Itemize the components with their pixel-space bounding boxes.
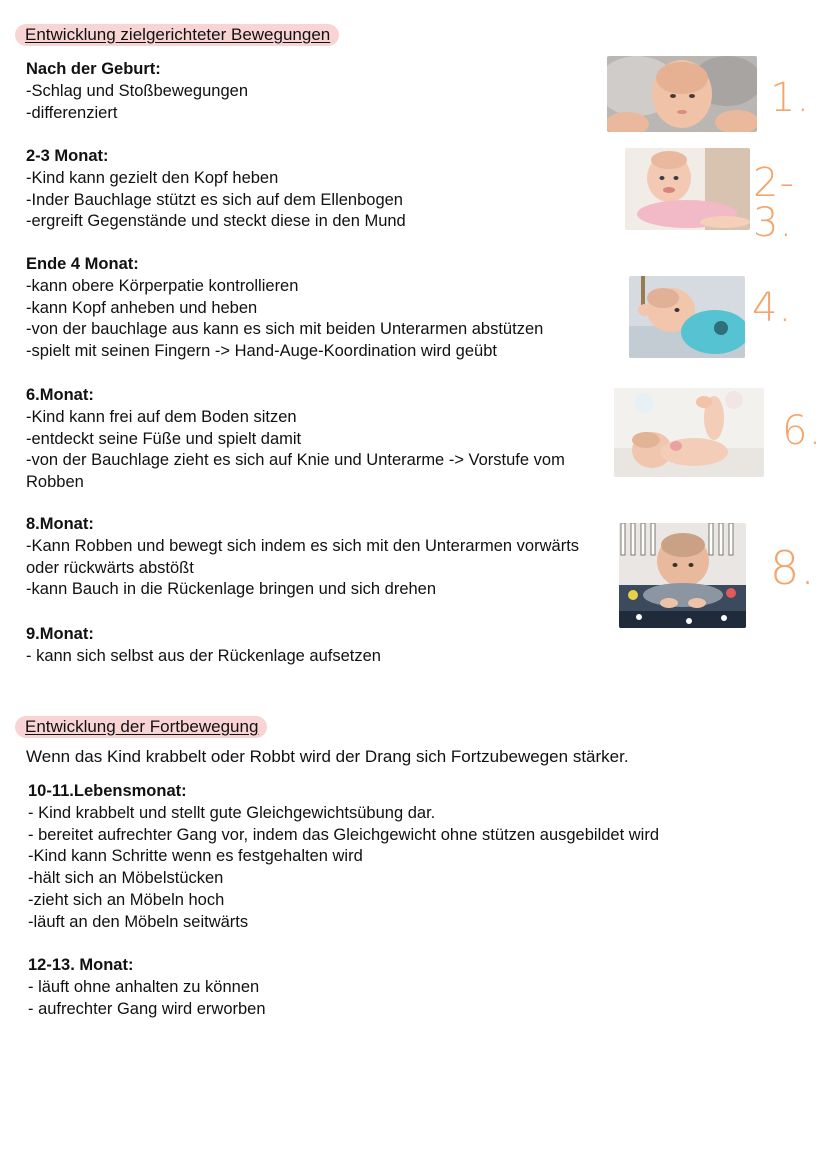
- block-title: 8.Monat:: [26, 515, 94, 533]
- list-item: -kann Bauch in die Rückenlage bringen und sich drehen: [26, 580, 437, 599]
- baby-photo-month-6: [614, 388, 764, 477]
- list-item: -von der bauchlage aus kann es sich mit beiden Unterarmen abstützen: [26, 320, 544, 339]
- block-month-8: [26, 514, 586, 601]
- list-item: -läuft an den Möbeln seitwärts: [28, 912, 249, 931]
- block-title: 6.Monat:: [26, 386, 94, 404]
- annotation-number-1: 1.: [770, 75, 811, 121]
- block-month-4: [26, 254, 616, 363]
- annotation-number-2-3: 2-3.: [753, 160, 795, 246]
- list-item: -Kind kann Schritte wenn es festgehalten wird: [28, 847, 363, 866]
- baby-photo-newborn: [607, 56, 757, 132]
- list-item: -hält sich an Möbelstücken: [28, 869, 224, 888]
- list-item: -entdeckt seine Füße und spielt damit: [26, 429, 302, 448]
- annotation-number-4: 4.: [752, 285, 793, 331]
- section-intro: Wenn das Kind krabbelt oder Robbt wird der Drang sich Fortzubewegen stärker.: [26, 747, 629, 766]
- list-item: - Kind krabbelt und stellt gute Gleichgewichtsübung dar.: [28, 803, 436, 822]
- list-item: -Kind kann gezielt den Kopf heben: [26, 168, 279, 187]
- block-title: Nach der Geburt:: [26, 60, 161, 78]
- block-title: Ende 4 Monat:: [26, 255, 139, 273]
- list-item: - läuft ohne anhalten zu können: [28, 977, 260, 996]
- baby-photo-month-4: [629, 276, 745, 358]
- list-item: - aufrechter Gang wird erworben: [28, 999, 266, 1018]
- list-item: -kann obere Körperpatie kontrollieren: [26, 276, 299, 295]
- list-item: -Schlag und Stoßbewegungen: [26, 81, 248, 100]
- list-item: -Kind kann frei auf dem Boden sitzen: [26, 407, 297, 426]
- list-item: -kann Kopf anheben und heben: [26, 298, 258, 317]
- list-item: -differenziert: [26, 103, 118, 122]
- block-month-9: [26, 624, 586, 668]
- block-title: 9.Monat:: [26, 625, 94, 643]
- annotation-number-6: 6.: [782, 408, 823, 454]
- block-title: 2-3 Monat:: [26, 147, 109, 165]
- section-heading-locomotion: Entwicklung der Fortbewegung: [15, 716, 267, 738]
- block-month-2-3: [26, 146, 606, 233]
- block-month-6: [26, 385, 596, 494]
- block-birth: [26, 59, 586, 124]
- list-item: - bereitet aufrechter Gang vor, indem das Gleichgewicht ohne stützen ausgebildet wird: [28, 825, 660, 844]
- section-heading-movements: Entwicklung zielgerichteter Bewegungen: [15, 24, 339, 46]
- block-title: 12-13. Monat:: [28, 956, 134, 974]
- baby-photo-month-2-3: [625, 148, 750, 230]
- list-item: -ergreift Gegenstände und steckt diese in den Mund: [26, 212, 406, 231]
- list-item: -Inder Bauchlage stützt es sich auf dem Ellenbogen: [26, 190, 403, 209]
- block-month-12-13: [28, 955, 628, 1020]
- block-month-10-11: [28, 781, 788, 934]
- block-title: 10-11.Lebensmonat:: [28, 782, 187, 800]
- list-item: -spielt mit seinen Fingern -> Hand-Auge-Koordination wird geübt: [26, 342, 497, 361]
- annotation-number-8: 8.: [770, 541, 816, 595]
- list-item: - kann sich selbst aus der Rückenlage aufsetzen: [26, 646, 381, 665]
- list-item: -zieht sich an Möbeln hoch: [28, 890, 225, 909]
- list-item: -von der Bauchlage zieht es sich auf Knie und Unterarme -> Vorstufe vom Robben: [26, 451, 565, 492]
- baby-photo-month-8: [619, 523, 746, 628]
- list-item: -Kann Robben und bewegt sich indem es sich mit den Unterarmen vorwärts oder rückwärts abstößt: [26, 536, 580, 577]
